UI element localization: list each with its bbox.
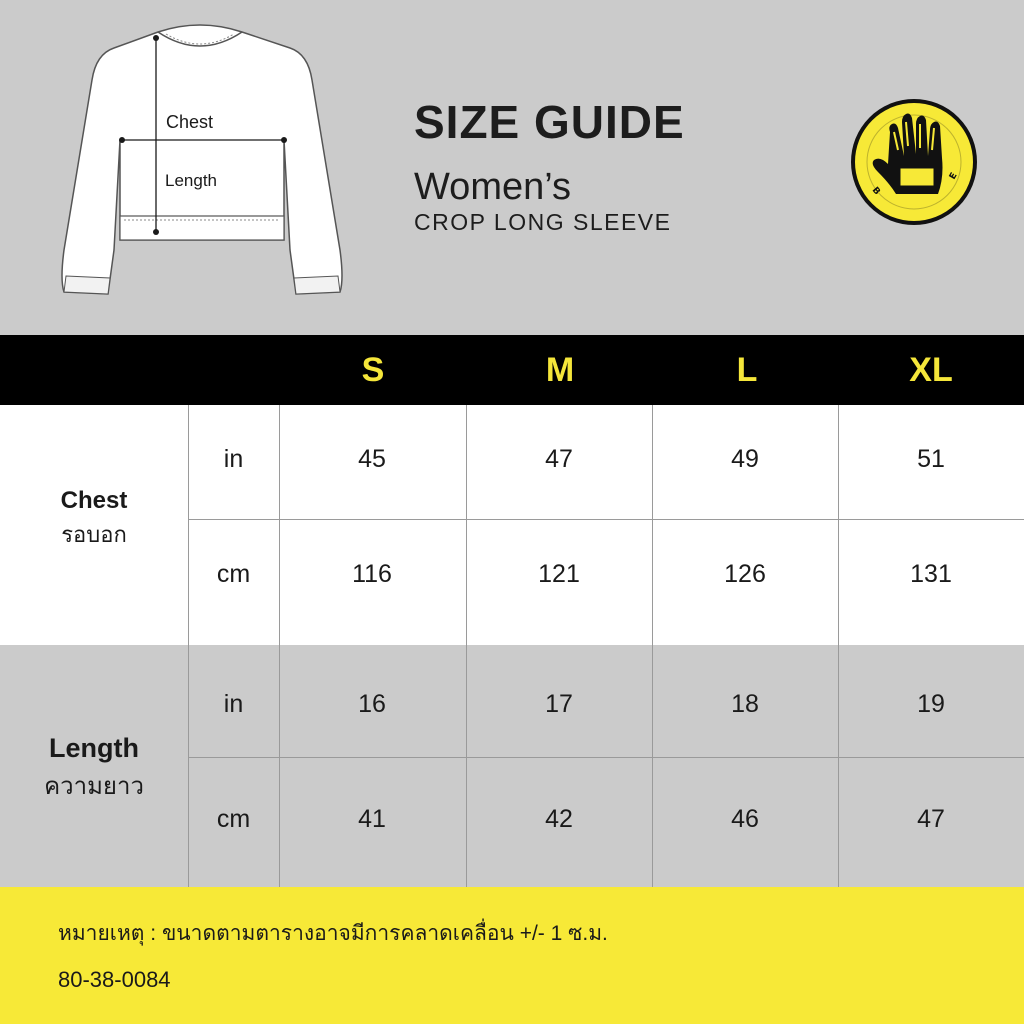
length-name-th: ความยาว (44, 773, 144, 800)
length-in-xl: 19 (917, 690, 945, 718)
length-label (0, 733, 188, 805)
length-in-l: 18 (731, 690, 759, 718)
page-subtitle: Women’s (414, 166, 571, 208)
body-glove-logo-icon (850, 98, 978, 226)
chest-cm-xl: 131 (910, 560, 952, 588)
length-in-s: 16 (358, 690, 386, 718)
product-code: 80-38-0084 (58, 967, 171, 992)
logo-letter-b: B (869, 185, 882, 198)
product-name: CROP LONG SLEEVE (414, 209, 672, 235)
footer-note: หมายเหตุ : ขนาดตามตารางอาจมีการคลาดเคลื่อน +/- 1 ซ.ม. (58, 922, 608, 945)
chest-cm-l: 126 (724, 560, 766, 588)
chest-cm-s: 116 (352, 560, 392, 588)
chest-section (0, 405, 1024, 645)
length-name: Length (49, 733, 139, 763)
header-section (0, 0, 1024, 335)
chest-unit-in: in (223, 445, 244, 473)
footer-section (0, 887, 1024, 1024)
chest-label (0, 487, 188, 552)
chest-in-l: 49 (731, 445, 759, 473)
diagram-label-chest: Chest (166, 112, 214, 132)
chest-in-xl: 51 (917, 445, 945, 473)
size-l-label: L (736, 351, 758, 389)
size-header-bar (0, 335, 1024, 405)
length-cm-s: 41 (358, 805, 386, 833)
length-cm-xl: 47 (917, 805, 945, 833)
length-cm-l: 46 (731, 805, 759, 833)
length-section (0, 645, 1024, 887)
length-unit-cm: cm (216, 805, 251, 833)
page-title: SIZE GUIDE (414, 96, 685, 148)
size-s-label: S (361, 351, 385, 389)
chest-in-s: 45 (358, 445, 386, 473)
diagram-label-length: Length (165, 171, 217, 190)
logo-letter-e: E (947, 171, 960, 182)
size-table (0, 405, 1024, 887)
chest-name-th: รอบอก (61, 522, 127, 547)
length-in-m: 17 (545, 690, 573, 718)
size-m-label: M (545, 351, 575, 389)
chest-unit-cm: cm (216, 560, 251, 588)
chest-cm-m: 121 (538, 560, 580, 588)
length-cm-m: 42 (545, 805, 573, 833)
chest-in-m: 47 (545, 445, 573, 473)
chest-name: Chest (60, 487, 128, 514)
size-xl-label: XL (909, 351, 953, 389)
length-unit-in: in (223, 690, 244, 718)
